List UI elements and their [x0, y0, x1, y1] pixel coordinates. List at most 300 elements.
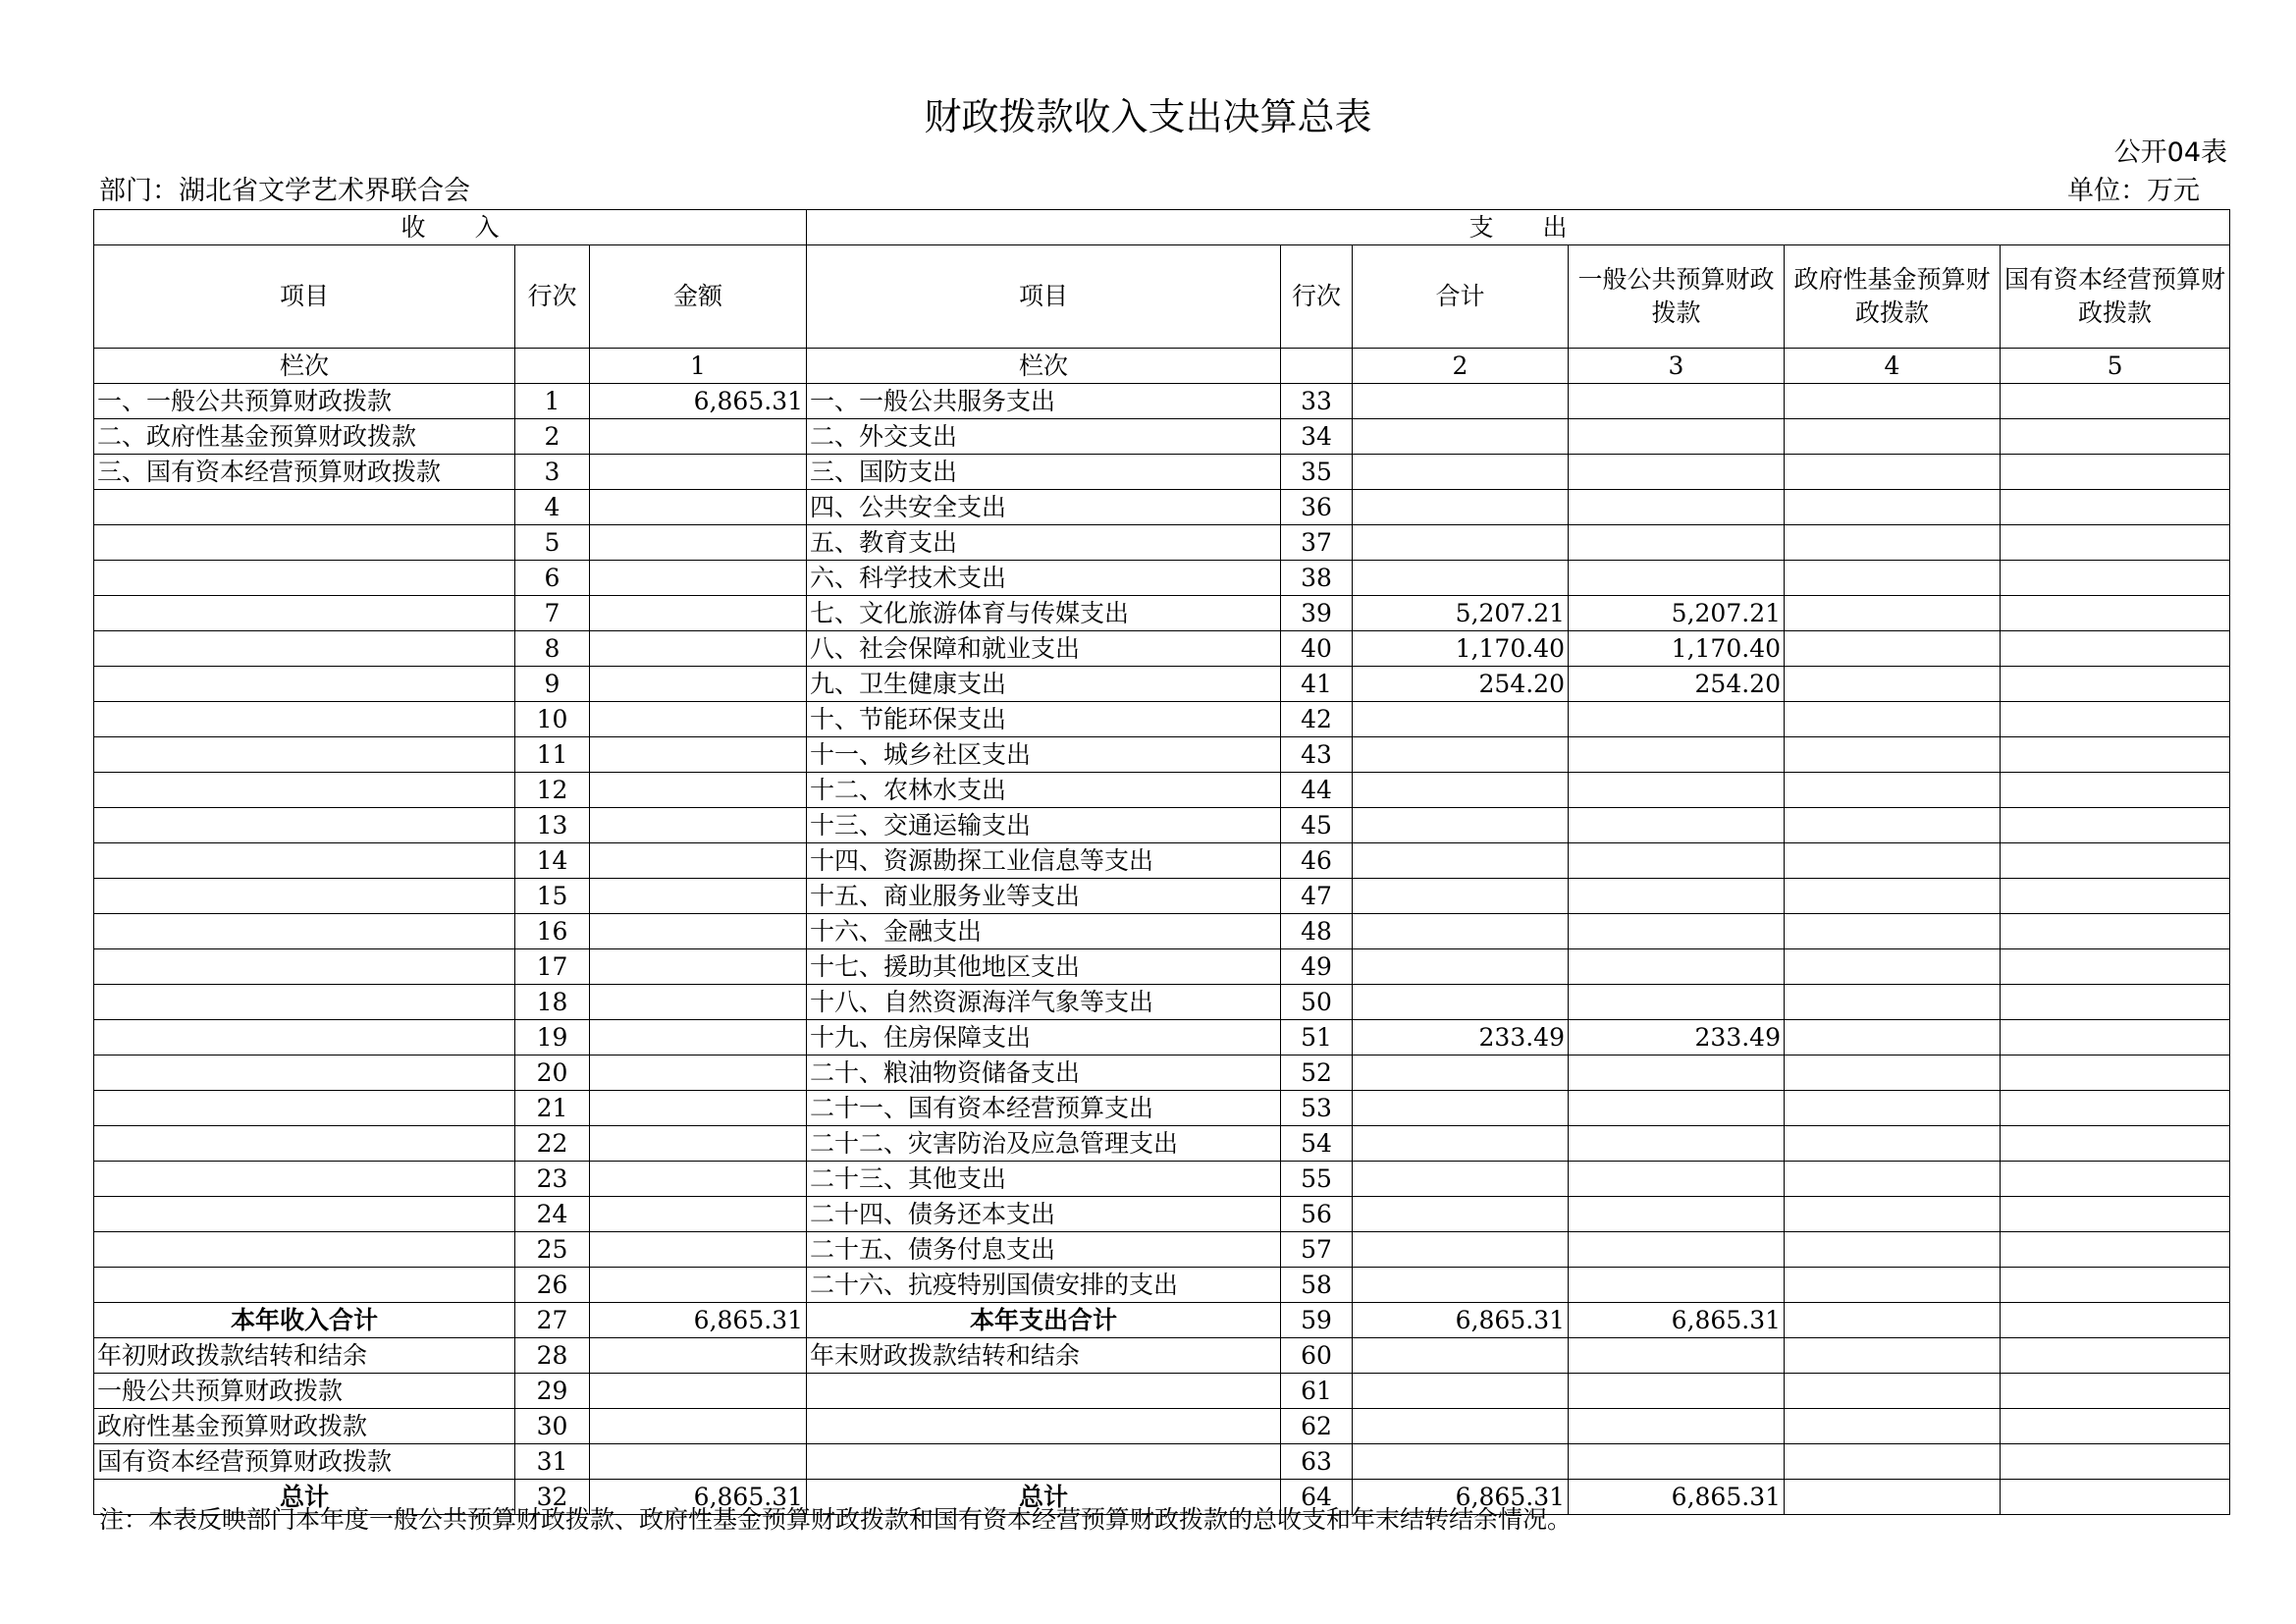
income-item-cell: 年初财政拨款结转和结余: [94, 1338, 515, 1374]
state-capital-cell: [2001, 1232, 2230, 1268]
table-row: [94, 667, 2230, 702]
income-row-no-cell: 5: [515, 525, 590, 561]
gov-fund-cell: [1785, 737, 2001, 773]
expense-row-no-cell: 51: [1281, 1020, 1353, 1056]
expense-row-no-cell: 49: [1281, 949, 1353, 985]
table-row: [94, 1020, 2230, 1056]
index-2: 2: [1353, 349, 1569, 384]
table-row: [94, 843, 2230, 879]
expense-item-cell: 二、外交支出: [807, 419, 1281, 455]
expense-item-cell: 七、文化旅游体育与传媒支出: [807, 596, 1281, 631]
total-cell: [1353, 1232, 1569, 1268]
expense-item-cell: 四、公共安全支出: [807, 490, 1281, 525]
state-capital-cell: [2001, 1338, 2230, 1374]
page-title: 财政拨款收入支出决算总表: [924, 95, 1372, 138]
income-row-no-cell: 24: [515, 1197, 590, 1232]
expense-row-no-cell: 47: [1281, 879, 1353, 914]
col-header-amount: 金额: [590, 245, 807, 349]
income-amount-cell: [590, 879, 807, 914]
general-budget-cell: [1569, 1232, 1785, 1268]
summary-row: [94, 1444, 2230, 1480]
income-row-no-cell: 3: [515, 455, 590, 490]
income-row-no-cell: 26: [515, 1268, 590, 1303]
table-row: [94, 455, 2230, 490]
income-item-cell: [94, 1162, 515, 1197]
state-capital-cell: [2001, 1056, 2230, 1091]
gov-fund-cell: [1785, 1197, 2001, 1232]
gov-fund-cell: [1785, 1338, 2001, 1374]
total-cell: [1353, 455, 1569, 490]
gov-fund-cell: [1785, 1126, 2001, 1162]
general-budget-cell: [1569, 1338, 1785, 1374]
expense-item-cell: 二十四、债务还本支出: [807, 1197, 1281, 1232]
expense-row-no-cell: 64: [1281, 1480, 1353, 1515]
income-row-no-cell: 30: [515, 1409, 590, 1444]
general-budget-cell: [1569, 1056, 1785, 1091]
state-capital-cell: [2001, 1126, 2230, 1162]
expense-row-no-cell: 53: [1281, 1091, 1353, 1126]
expense-row-no-cell: 62: [1281, 1409, 1353, 1444]
total-cell: [1353, 1197, 1569, 1232]
income-item-cell: [94, 1268, 515, 1303]
table-row: [94, 490, 2230, 525]
general-budget-cell: [1569, 455, 1785, 490]
general-budget-cell: 1,170.40: [1569, 631, 1785, 667]
income-row-no-cell: 6: [515, 561, 590, 596]
general-budget-cell: [1569, 1091, 1785, 1126]
expense-row-no-cell: 44: [1281, 773, 1353, 808]
income-row-no-cell: 25: [515, 1232, 590, 1268]
gov-fund-cell: [1785, 596, 2001, 631]
expense-item-cell: 十七、援助其他地区支出: [807, 949, 1281, 985]
state-capital-cell: [2001, 525, 2230, 561]
col-header-gov-fund: 政府性基金预算财政拨款: [1785, 245, 2001, 349]
table-row: [94, 702, 2230, 737]
general-budget-cell: [1569, 808, 1785, 843]
total-cell: [1353, 490, 1569, 525]
expense-row-no-cell: 39: [1281, 596, 1353, 631]
income-amount-cell: [590, 843, 807, 879]
expense-row-no-cell: 52: [1281, 1056, 1353, 1091]
income-item-cell: [94, 914, 515, 949]
expense-item-cell: 一、一般公共服务支出: [807, 384, 1281, 419]
table-row: [94, 561, 2230, 596]
income-row-no-cell: 28: [515, 1338, 590, 1374]
gov-fund-cell: [1785, 561, 2001, 596]
expense-item-cell: 二十五、债务付息支出: [807, 1232, 1281, 1268]
expense-item-cell: [807, 1374, 1281, 1409]
state-capital-cell: [2001, 1480, 2230, 1515]
gov-fund-cell: [1785, 525, 2001, 561]
income-row-no-cell: 15: [515, 879, 590, 914]
expense-item-cell: 十九、住房保障支出: [807, 1020, 1281, 1056]
income-row-no-cell: 8: [515, 631, 590, 667]
income-row-no-cell: 17: [515, 949, 590, 985]
income-row-no-cell: 32: [515, 1480, 590, 1515]
expense-row-no-cell: 42: [1281, 702, 1353, 737]
state-capital-cell: [2001, 949, 2230, 985]
income-row-no-cell: 12: [515, 773, 590, 808]
state-capital-cell: [2001, 879, 2230, 914]
gov-fund-cell: [1785, 631, 2001, 667]
gov-fund-cell: [1785, 879, 2001, 914]
general-budget-cell: [1569, 1444, 1785, 1480]
expense-row-no-cell: 57: [1281, 1232, 1353, 1268]
expense-row-no-cell: 63: [1281, 1444, 1353, 1480]
gov-fund-cell: [1785, 490, 2001, 525]
expense-row-no-cell: 35: [1281, 455, 1353, 490]
total-cell: [1353, 808, 1569, 843]
table-row: [94, 808, 2230, 843]
general-budget-cell: [1569, 1126, 1785, 1162]
expense-row-no-cell: 37: [1281, 525, 1353, 561]
total-cell: [1353, 1056, 1569, 1091]
income-amount-cell: [590, 525, 807, 561]
income-amount-cell: [590, 490, 807, 525]
income-item-cell: [94, 985, 515, 1020]
income-amount-cell: [590, 1232, 807, 1268]
general-budget-cell: [1569, 561, 1785, 596]
col-header-general-budget: 一般公共预算财政拨款: [1569, 245, 1785, 349]
gov-fund-cell: [1785, 1480, 2001, 1515]
income-amount-cell: [590, 1268, 807, 1303]
expense-row-no-cell: 50: [1281, 985, 1353, 1020]
total-cell: [1353, 773, 1569, 808]
general-budget-cell: [1569, 773, 1785, 808]
gov-fund-cell: [1785, 384, 2001, 419]
income-row-no-cell: 2: [515, 419, 590, 455]
col-header-income-item: 项目: [94, 245, 515, 349]
income-item-cell: 二、政府性基金预算财政拨款: [94, 419, 515, 455]
expense-item-cell: 本年支出合计: [807, 1303, 1281, 1338]
income-amount-cell: [590, 1091, 807, 1126]
col-header-expense-row-no: 行次: [1281, 245, 1353, 349]
table-row: [94, 1162, 2230, 1197]
expense-row-no-cell: 59: [1281, 1303, 1353, 1338]
col-header-income-row-no: 行次: [515, 245, 590, 349]
expense-item-cell: 十三、交通运输支出: [807, 808, 1281, 843]
table-row: [94, 1232, 2230, 1268]
table-row: [94, 525, 2230, 561]
expense-row-no-cell: 58: [1281, 1268, 1353, 1303]
expense-row-no-cell: 41: [1281, 667, 1353, 702]
index-3: 3: [1569, 349, 1785, 384]
gov-fund-cell: [1785, 1409, 2001, 1444]
expense-row-no-cell: 34: [1281, 419, 1353, 455]
income-row-no-cell: 1: [515, 384, 590, 419]
total-cell: [1353, 985, 1569, 1020]
expense-item-cell: [807, 1444, 1281, 1480]
general-budget-cell: [1569, 1409, 1785, 1444]
gov-fund-cell: [1785, 1056, 2001, 1091]
gov-fund-cell: [1785, 1162, 2001, 1197]
income-amount-cell: [590, 773, 807, 808]
fiscal-summary-table: [93, 209, 2230, 1515]
total-cell: [1353, 384, 1569, 419]
expense-row-no-cell: 33: [1281, 384, 1353, 419]
expense-row-no-cell: 60: [1281, 1338, 1353, 1374]
expense-item-cell: 二十、粮油物资储备支出: [807, 1056, 1281, 1091]
income-item-cell: [94, 843, 515, 879]
expense-row-no-cell: 55: [1281, 1162, 1353, 1197]
income-item-cell: [94, 702, 515, 737]
total-cell: [1353, 1338, 1569, 1374]
index-5: 5: [2001, 349, 2230, 384]
income-amount-cell: [590, 596, 807, 631]
income-amount-cell: [590, 1444, 807, 1480]
state-capital-cell: [2001, 384, 2230, 419]
state-capital-cell: [2001, 914, 2230, 949]
income-item-cell: [94, 1232, 515, 1268]
state-capital-cell: [2001, 773, 2230, 808]
general-budget-cell: [1569, 1374, 1785, 1409]
total-cell: [1353, 1126, 1569, 1162]
gov-fund-cell: [1785, 702, 2001, 737]
expense-row-no-cell: 46: [1281, 843, 1353, 879]
income-amount-cell: 6,865.31: [590, 1480, 807, 1515]
income-amount-cell: [590, 631, 807, 667]
general-budget-cell: [1569, 490, 1785, 525]
expense-item-cell: 六、科学技术支出: [807, 561, 1281, 596]
income-row-no-cell: 9: [515, 667, 590, 702]
total-cell: [1353, 1444, 1569, 1480]
expense-item-cell: 八、社会保障和就业支出: [807, 631, 1281, 667]
gov-fund-cell: [1785, 914, 2001, 949]
gov-fund-cell: [1785, 843, 2001, 879]
total-cell: [1353, 737, 1569, 773]
state-capital-cell: [2001, 1374, 2230, 1409]
total-cell: 254.20: [1353, 667, 1569, 702]
income-item-cell: 三、国有资本经营预算财政拨款: [94, 455, 515, 490]
expense-row-no-cell: 43: [1281, 737, 1353, 773]
summary-row: [94, 1409, 2230, 1444]
table-row: [94, 737, 2230, 773]
income-item-cell: [94, 1091, 515, 1126]
income-row-no-cell: 23: [515, 1162, 590, 1197]
general-budget-cell: [1569, 419, 1785, 455]
income-amount-cell: [590, 949, 807, 985]
expense-row-no-cell: 36: [1281, 490, 1353, 525]
income-amount-cell: 6,865.31: [590, 1303, 807, 1338]
table-row: [94, 949, 2230, 985]
income-row-no-cell: 22: [515, 1126, 590, 1162]
summary-row: [94, 1374, 2230, 1409]
expense-item-cell: 二十一、国有资本经营预算支出: [807, 1091, 1281, 1126]
income-row-no-cell: 19: [515, 1020, 590, 1056]
state-capital-cell: [2001, 667, 2230, 702]
income-amount-cell: [590, 914, 807, 949]
expense-row-no-cell: 40: [1281, 631, 1353, 667]
expense-row-no-cell: 56: [1281, 1197, 1353, 1232]
income-row-no-cell: 11: [515, 737, 590, 773]
income-row-no-cell: 4: [515, 490, 590, 525]
expense-item-cell: 总计: [807, 1480, 1281, 1515]
general-budget-cell: [1569, 985, 1785, 1020]
general-budget-cell: [1569, 1162, 1785, 1197]
index-blank-2: [1281, 349, 1353, 384]
income-item-cell: [94, 1056, 515, 1091]
expense-item-cell: 十四、资源勘探工业信息等支出: [807, 843, 1281, 879]
total-cell: [1353, 561, 1569, 596]
income-amount-cell: [590, 1056, 807, 1091]
gov-fund-cell: [1785, 1232, 2001, 1268]
income-row-no-cell: 7: [515, 596, 590, 631]
income-row-no-cell: 10: [515, 702, 590, 737]
state-capital-cell: [2001, 985, 2230, 1020]
expense-group-header: 支 出: [807, 210, 2230, 245]
income-row-no-cell: 18: [515, 985, 590, 1020]
gov-fund-cell: [1785, 1268, 2001, 1303]
income-amount-cell: [590, 561, 807, 596]
income-item-cell: [94, 631, 515, 667]
income-amount-cell: [590, 702, 807, 737]
income-item-cell: 国有资本经营预算财政拨款: [94, 1444, 515, 1480]
income-amount-cell: [590, 1338, 807, 1374]
income-item-cell: [94, 1126, 515, 1162]
income-amount-cell: 6,865.31: [590, 384, 807, 419]
income-row-no-cell: 13: [515, 808, 590, 843]
expense-item-cell: 九、卫生健康支出: [807, 667, 1281, 702]
state-capital-cell: [2001, 702, 2230, 737]
income-amount-cell: [590, 667, 807, 702]
general-budget-cell: 6,865.31: [1569, 1480, 1785, 1515]
state-capital-cell: [2001, 843, 2230, 879]
expense-row-no-cell: 61: [1281, 1374, 1353, 1409]
table-row: [94, 1056, 2230, 1091]
state-capital-cell: [2001, 1020, 2230, 1056]
total-cell: [1353, 1091, 1569, 1126]
gov-fund-cell: [1785, 1444, 2001, 1480]
income-item-cell: [94, 773, 515, 808]
income-row-no-cell: 14: [515, 843, 590, 879]
income-amount-cell: [590, 1126, 807, 1162]
department-label: 部门：湖北省文学艺术界联合会: [99, 176, 470, 206]
income-item-cell: [94, 737, 515, 773]
income-row-no-cell: 20: [515, 1056, 590, 1091]
income-item-cell: [94, 561, 515, 596]
total-cell: [1353, 879, 1569, 914]
total-cell: [1353, 525, 1569, 561]
gov-fund-cell: [1785, 455, 2001, 490]
state-capital-cell: [2001, 1162, 2230, 1197]
income-item-cell: 一般公共预算财政拨款: [94, 1374, 515, 1409]
expense-row-no-cell: 38: [1281, 561, 1353, 596]
income-group-header: 收 入: [94, 210, 807, 245]
income-item-cell: [94, 1197, 515, 1232]
state-capital-cell: [2001, 1303, 2230, 1338]
form-code: 公开04表: [2113, 137, 2227, 168]
state-capital-cell: [2001, 490, 2230, 525]
state-capital-cell: [2001, 596, 2230, 631]
total-cell: [1353, 949, 1569, 985]
total-cell: 6,865.31: [1353, 1480, 1569, 1515]
income-amount-cell: [590, 1197, 807, 1232]
index-label-expense: 栏次: [807, 349, 1281, 384]
expense-item-cell: 十二、农林水支出: [807, 773, 1281, 808]
general-budget-cell: [1569, 525, 1785, 561]
general-budget-cell: [1569, 949, 1785, 985]
table-row: [94, 1268, 2230, 1303]
income-row-no-cell: 27: [515, 1303, 590, 1338]
income-item-cell: [94, 949, 515, 985]
income-item-cell: [94, 596, 515, 631]
general-budget-cell: [1569, 1197, 1785, 1232]
table-row: [94, 914, 2230, 949]
table-row: [94, 985, 2230, 1020]
footnote: 注：本表反映部门本年度一般公共预算财政拨款、政府性基金预算财政拨款和国有资本经营预算财政拨款的总收支和年末结转结余情况。: [99, 1505, 1573, 1534]
income-amount-cell: [590, 1162, 807, 1197]
unit-label: 单位：万元: [2067, 176, 2200, 206]
expense-row-no-cell: 45: [1281, 808, 1353, 843]
expense-item-cell: 十五、商业服务业等支出: [807, 879, 1281, 914]
gov-fund-cell: [1785, 985, 2001, 1020]
income-amount-cell: [590, 1374, 807, 1409]
general-budget-cell: 254.20: [1569, 667, 1785, 702]
table-row: [94, 631, 2230, 667]
income-item-cell: 本年收入合计: [94, 1303, 515, 1338]
expense-item-cell: 二十二、灾害防治及应急管理支出: [807, 1126, 1281, 1162]
expense-row-no-cell: 54: [1281, 1126, 1353, 1162]
income-item-cell: 总计: [94, 1480, 515, 1515]
col-header-total: 合计: [1353, 245, 1569, 349]
table-row: [94, 384, 2230, 419]
state-capital-cell: [2001, 1091, 2230, 1126]
state-capital-cell: [2001, 1268, 2230, 1303]
total-cell: [1353, 843, 1569, 879]
expense-item-cell: 十六、金融支出: [807, 914, 1281, 949]
total-cell: [1353, 702, 1569, 737]
income-row-no-cell: 31: [515, 1444, 590, 1480]
income-item-cell: [94, 808, 515, 843]
income-amount-cell: [590, 419, 807, 455]
general-budget-cell: [1569, 737, 1785, 773]
total-cell: [1353, 1409, 1569, 1444]
column-header-row: [94, 245, 2230, 349]
table-row: [94, 419, 2230, 455]
state-capital-cell: [2001, 1409, 2230, 1444]
col-header-expense-item: 项目: [807, 245, 1281, 349]
state-capital-cell: [2001, 631, 2230, 667]
income-item-cell: [94, 525, 515, 561]
income-amount-cell: [590, 737, 807, 773]
income-amount-cell: [590, 808, 807, 843]
state-capital-cell: [2001, 1197, 2230, 1232]
general-budget-cell: 233.49: [1569, 1020, 1785, 1056]
general-budget-cell: [1569, 702, 1785, 737]
state-capital-cell: [2001, 737, 2230, 773]
general-budget-cell: 6,865.31: [1569, 1303, 1785, 1338]
col-header-state-capital: 国有资本经营预算财政拨款: [2001, 245, 2230, 349]
gov-fund-cell: [1785, 1374, 2001, 1409]
expense-item-cell: 十八、自然资源海洋气象等支出: [807, 985, 1281, 1020]
income-item-cell: [94, 667, 515, 702]
gov-fund-cell: [1785, 419, 2001, 455]
index-1: 1: [590, 349, 807, 384]
index-blank-1: [515, 349, 590, 384]
income-row-no-cell: 21: [515, 1091, 590, 1126]
table-row: [94, 773, 2230, 808]
total-cell: [1353, 1162, 1569, 1197]
gov-fund-cell: [1785, 1303, 2001, 1338]
gov-fund-cell: [1785, 949, 2001, 985]
index-4: 4: [1785, 349, 2001, 384]
expense-item-cell: 五、教育支出: [807, 525, 1281, 561]
gov-fund-cell: [1785, 773, 2001, 808]
index-label-income: 栏次: [94, 349, 515, 384]
income-item-cell: [94, 490, 515, 525]
expense-item-cell: 年末财政拨款结转和结余: [807, 1338, 1281, 1374]
table-row: [94, 1197, 2230, 1232]
